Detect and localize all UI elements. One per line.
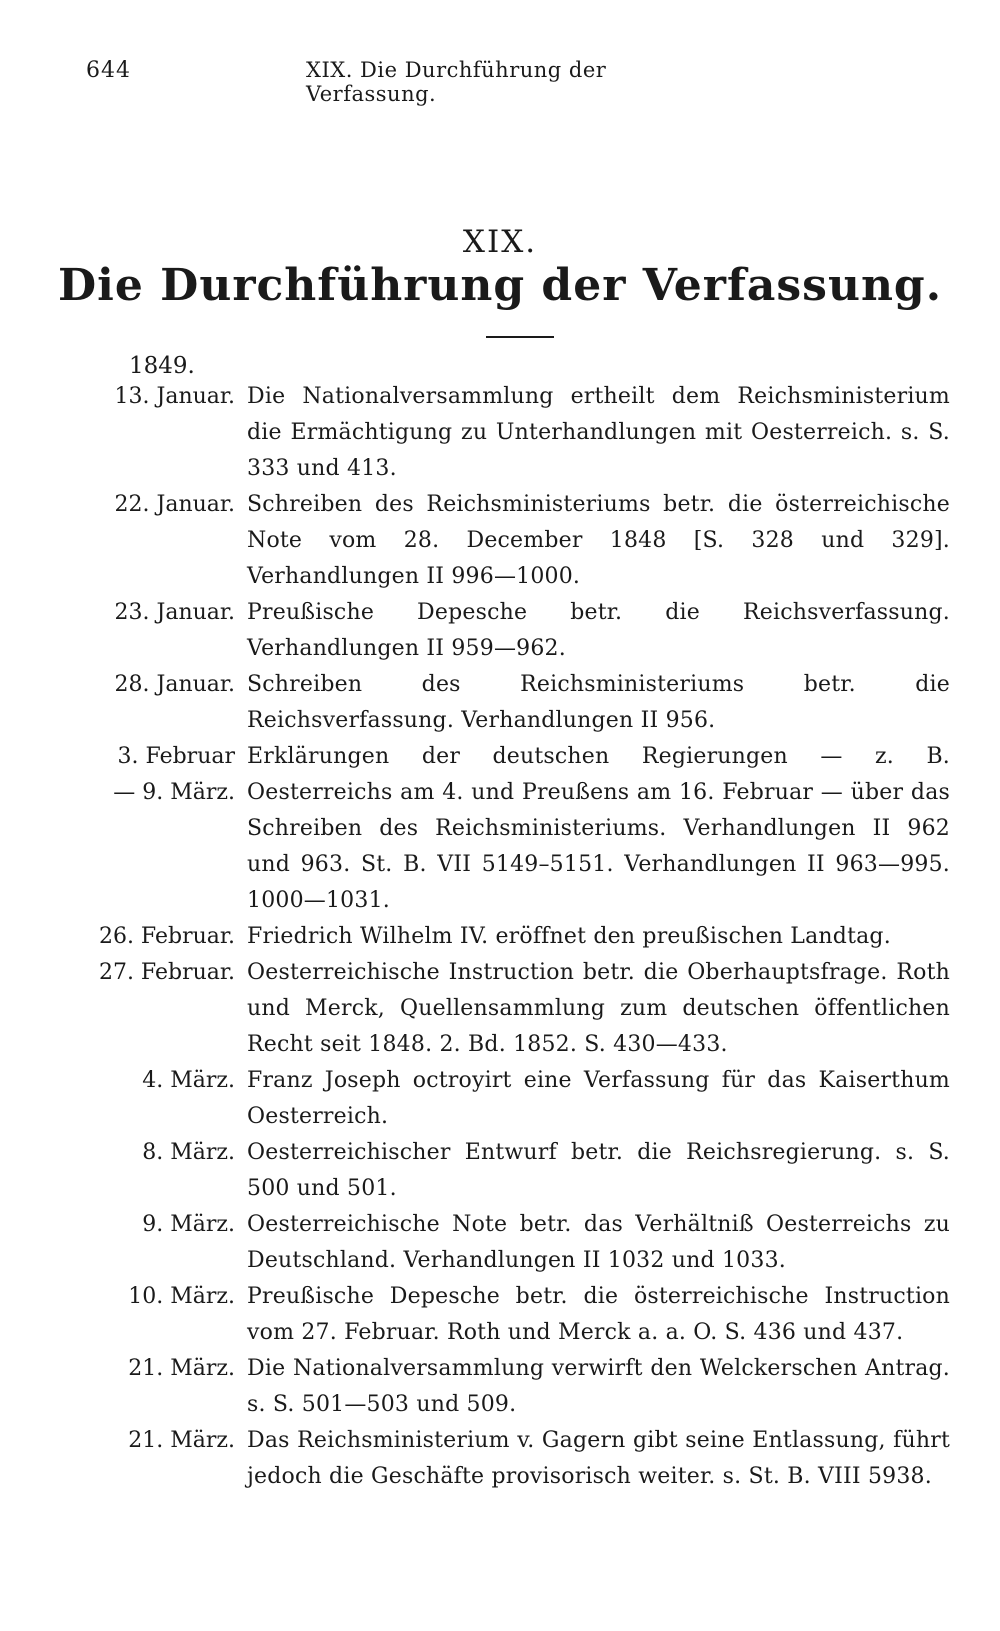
page-number: 644: [86, 58, 131, 83]
chronology-list: [70, 379, 950, 1495]
page-header: [86, 58, 726, 106]
entry-date: 21. März.: [128, 1356, 235, 1381]
entry-date: 3. Februar — 9. März.: [113, 744, 235, 805]
chronology-entry: [70, 739, 950, 919]
entry-text: Preußische Depesche betr. die Reichsverfassung. Verhandlungen II 959—962.: [247, 600, 950, 661]
entry-date: 22. Januar.: [114, 492, 235, 517]
entry-text: Schreiben des Reichsministeriums betr. die österreichische Note vom 28. December 1848 [S. 328 und 329]. Verhandlungen II 996—1000.: [247, 492, 950, 589]
entry-date: 27. Februar.: [98, 960, 235, 985]
entry-text: Die Nationalversammlung ertheilt dem Reichsministerium die Ermächtigung zu Unterhandlungen mit Oesterreich. s. S. 333 und 413.: [247, 384, 950, 481]
title-rule: [486, 336, 554, 338]
entry-date: 21. März.: [128, 1428, 235, 1453]
entry-text: Preußische Depesche betr. die österreichische Instruction vom 27. Februar. Roth und Merck a. a. O. S. 436 und 437.: [247, 1284, 950, 1345]
chronology-entry: [70, 595, 950, 667]
chronology-entry: [70, 1279, 950, 1351]
chronology-entry: [70, 487, 950, 595]
entry-text: Das Reichsministerium v. Gagern gibt seine Entlassung, führt jedoch die Geschäfte provisorisch weiter. s. St. B. VIII 5938.: [247, 1428, 950, 1489]
chronology-entry: [70, 667, 950, 739]
entry-text: Friedrich Wilhelm IV. eröffnet den preußischen Landtag.: [247, 924, 891, 949]
entry-date: 4. März.: [142, 1068, 235, 1093]
entry-text: Oesterreichische Note betr. das Verhältniß Oesterreichs zu Deutschland. Verhandlungen II 1032 und 1033.: [247, 1212, 950, 1273]
running-head: XIX. Die Durchführung der Verfassung.: [306, 58, 607, 106]
entry-date: 26. Februar.: [98, 924, 235, 949]
entry-text: Franz Joseph octroyirt eine Verfassung für das Kaiserthum Oesterreich.: [247, 1068, 950, 1129]
chronology-entry: [70, 1063, 950, 1135]
entry-date: 10. März.: [128, 1284, 235, 1309]
entry-text: Die Nationalversammlung verwirft den Welckerschen Antrag. s. S. 501—503 und 509.: [247, 1356, 950, 1417]
entry-date: 13. Januar.: [114, 384, 235, 409]
chapter-number: XIX.: [462, 224, 538, 260]
entry-text: Schreiben des Reichsministeriums betr. die Reichsverfassung. Verhandlungen II 956.: [247, 672, 950, 733]
chronology-entry: [70, 919, 950, 955]
chronology-entry: [70, 1135, 950, 1207]
entry-date: 9. März.: [142, 1212, 235, 1237]
entry-text: Oesterreichische Instruction betr. die Oberhauptsfrage. Roth und Merck, Quellensammlung zum deutschen öffentlichen Recht seit 1848. 2. Bd. 1852. S. 430—433.: [247, 960, 950, 1057]
entry-date: 8. März.: [142, 1140, 235, 1165]
chronology-entry: [70, 379, 950, 487]
entry-date: 28. Januar.: [114, 672, 235, 697]
chronology-entry: [70, 955, 950, 1063]
entry-date: 23. Januar.: [114, 600, 235, 625]
entry-text: Oesterreichischer Entwurf betr. die Reichsregierung. s. S. 500 und 501.: [247, 1140, 950, 1201]
chronology-entry: [70, 1351, 950, 1423]
entry-text: Erklärungen der deutschen Regierungen — z. B. Oesterreichs am 4. und Preußens am 16. Februar — über das Schreiben des Reichsministeriums. Verhandlungen II 962 und 963. St. B. VII 5149–5151. Verhandlungen II 963—995. 1000—1031.: [247, 744, 950, 913]
chapter-title: Die Durchführung der Verfassung.: [57, 260, 943, 311]
year-heading: 1849.: [129, 353, 195, 379]
chronology-entry: [70, 1423, 950, 1495]
chronology-entry: [70, 1207, 950, 1279]
